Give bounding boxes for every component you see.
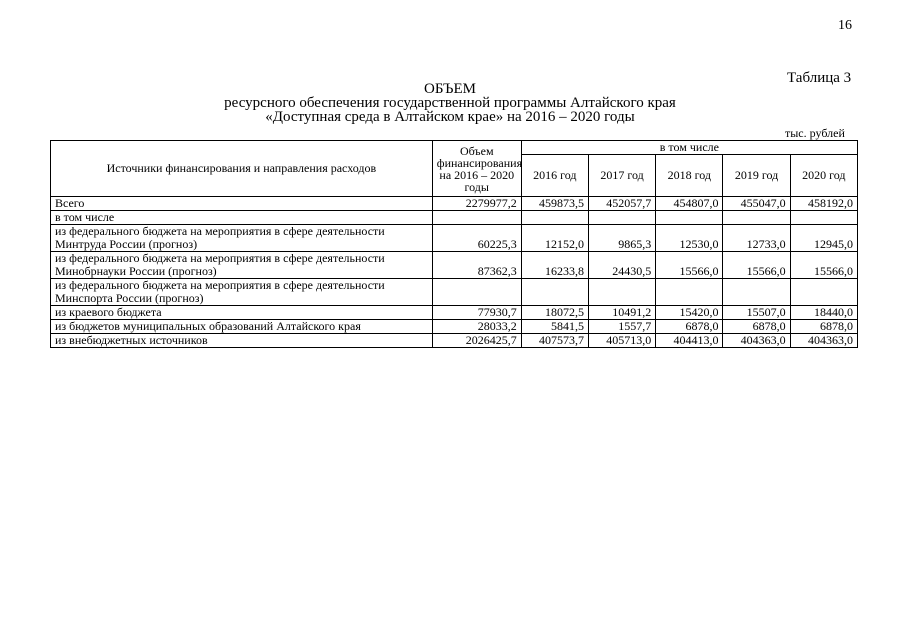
row-value-2016 <box>521 211 588 225</box>
row-value-2017: 10491,2 <box>588 306 655 320</box>
row-value-2020: 458192,0 <box>790 197 857 211</box>
table-row-municipal <box>51 320 858 334</box>
row-value-2020: 404363,0 <box>790 334 857 348</box>
row-value-2017 <box>588 279 655 306</box>
header-total: Объем финансирования на 2016 – 2020 годы <box>432 141 521 197</box>
row-value-2016: 16233,8 <box>521 252 588 279</box>
row-value-2016: 407573,7 <box>521 334 588 348</box>
row-value-2018 <box>656 211 723 225</box>
row-value-2019: 15566,0 <box>723 252 790 279</box>
row-total: 87362,3 <box>432 252 521 279</box>
row-total: 2279977,2 <box>432 197 521 211</box>
row-source: из федерального бюджета на мероприятия в сфере деятельности Минобрнауки России (прогноз) <box>51 252 433 279</box>
document-title <box>150 82 750 124</box>
title-line-2: ресурсного обеспечения государственной программы Алтайского края <box>224 95 676 111</box>
row-source: из внебюджетных источников <box>51 334 433 348</box>
row-value-2018: 15566,0 <box>656 252 723 279</box>
row-value-2016: 5841,5 <box>521 320 588 334</box>
row-value-2016: 12152,0 <box>521 225 588 252</box>
row-source: из бюджетов муниципальных образований Алтайского края <box>51 320 433 334</box>
header-subgroup: в том числе <box>521 141 857 155</box>
header-year-2020: 2020 год <box>790 155 857 197</box>
row-value-2018: 12530,0 <box>656 225 723 252</box>
table-row-mintrud <box>51 225 858 252</box>
row-total: 60225,3 <box>432 225 521 252</box>
row-value-2018: 404413,0 <box>656 334 723 348</box>
title-line-1: ОБЪЕМ <box>424 81 476 97</box>
row-value-2020: 6878,0 <box>790 320 857 334</box>
budget-table <box>50 140 858 348</box>
row-source: Всего <box>51 197 433 211</box>
row-source: из краевого бюджета <box>51 306 433 320</box>
row-value-2017: 405713,0 <box>588 334 655 348</box>
row-value-2018 <box>656 279 723 306</box>
row-value-2020: 15566,0 <box>790 252 857 279</box>
header-year-2016: 2016 год <box>521 155 588 197</box>
row-value-2019: 12733,0 <box>723 225 790 252</box>
row-value-2016 <box>521 279 588 306</box>
table-row-extrabudgetary <box>51 334 858 348</box>
row-value-2020: 12945,0 <box>790 225 857 252</box>
page-number: 16 <box>838 18 852 33</box>
row-value-2019 <box>723 279 790 306</box>
row-total: 77930,7 <box>432 306 521 320</box>
row-value-2018: 15420,0 <box>656 306 723 320</box>
header-year-2018: 2018 год <box>656 155 723 197</box>
row-value-2017: 1557,7 <box>588 320 655 334</box>
row-value-2017: 9865,3 <box>588 225 655 252</box>
row-total <box>432 279 521 306</box>
row-value-2017 <box>588 211 655 225</box>
row-value-2020 <box>790 279 857 306</box>
table-label: Таблица 3 <box>787 70 852 86</box>
row-value-2019: 15507,0 <box>723 306 790 320</box>
table-row-total <box>51 197 858 211</box>
row-value-2020: 18440,0 <box>790 306 857 320</box>
row-value-2019: 455047,0 <box>723 197 790 211</box>
row-total <box>432 211 521 225</box>
row-value-2018: 454807,0 <box>656 197 723 211</box>
row-value-2017: 452057,7 <box>588 197 655 211</box>
row-value-2016: 459873,5 <box>521 197 588 211</box>
header-source: Источники финансирования и направления расходов <box>51 141 433 197</box>
row-value-2019: 404363,0 <box>723 334 790 348</box>
row-value-2018: 6878,0 <box>656 320 723 334</box>
row-source: в том числе <box>51 211 433 225</box>
row-value-2016: 18072,5 <box>521 306 588 320</box>
header-year-2017: 2017 год <box>588 155 655 197</box>
table-row-minsport <box>51 279 858 306</box>
row-value-2020 <box>790 211 857 225</box>
row-value-2019 <box>723 211 790 225</box>
table-row-regional <box>51 306 858 320</box>
row-total: 2026425,7 <box>432 334 521 348</box>
row-source: из федерального бюджета на мероприятия в сфере деятельности Минтруда России (прогноз) <box>51 225 433 252</box>
row-value-2017: 24430,5 <box>588 252 655 279</box>
header-year-2019: 2019 год <box>723 155 790 197</box>
row-value-2019: 6878,0 <box>723 320 790 334</box>
units-label: тыс. рублей <box>785 126 845 140</box>
row-total: 28033,2 <box>432 320 521 334</box>
title-line-3: «Доступная среда в Алтайском крае» на 2016 – 2020 годы <box>265 109 635 125</box>
table-row-minobrnauki <box>51 252 858 279</box>
table-row-including <box>51 211 858 225</box>
row-source: из федерального бюджета на мероприятия в сфере деятельности Минспорта России (прогноз) <box>51 279 433 306</box>
